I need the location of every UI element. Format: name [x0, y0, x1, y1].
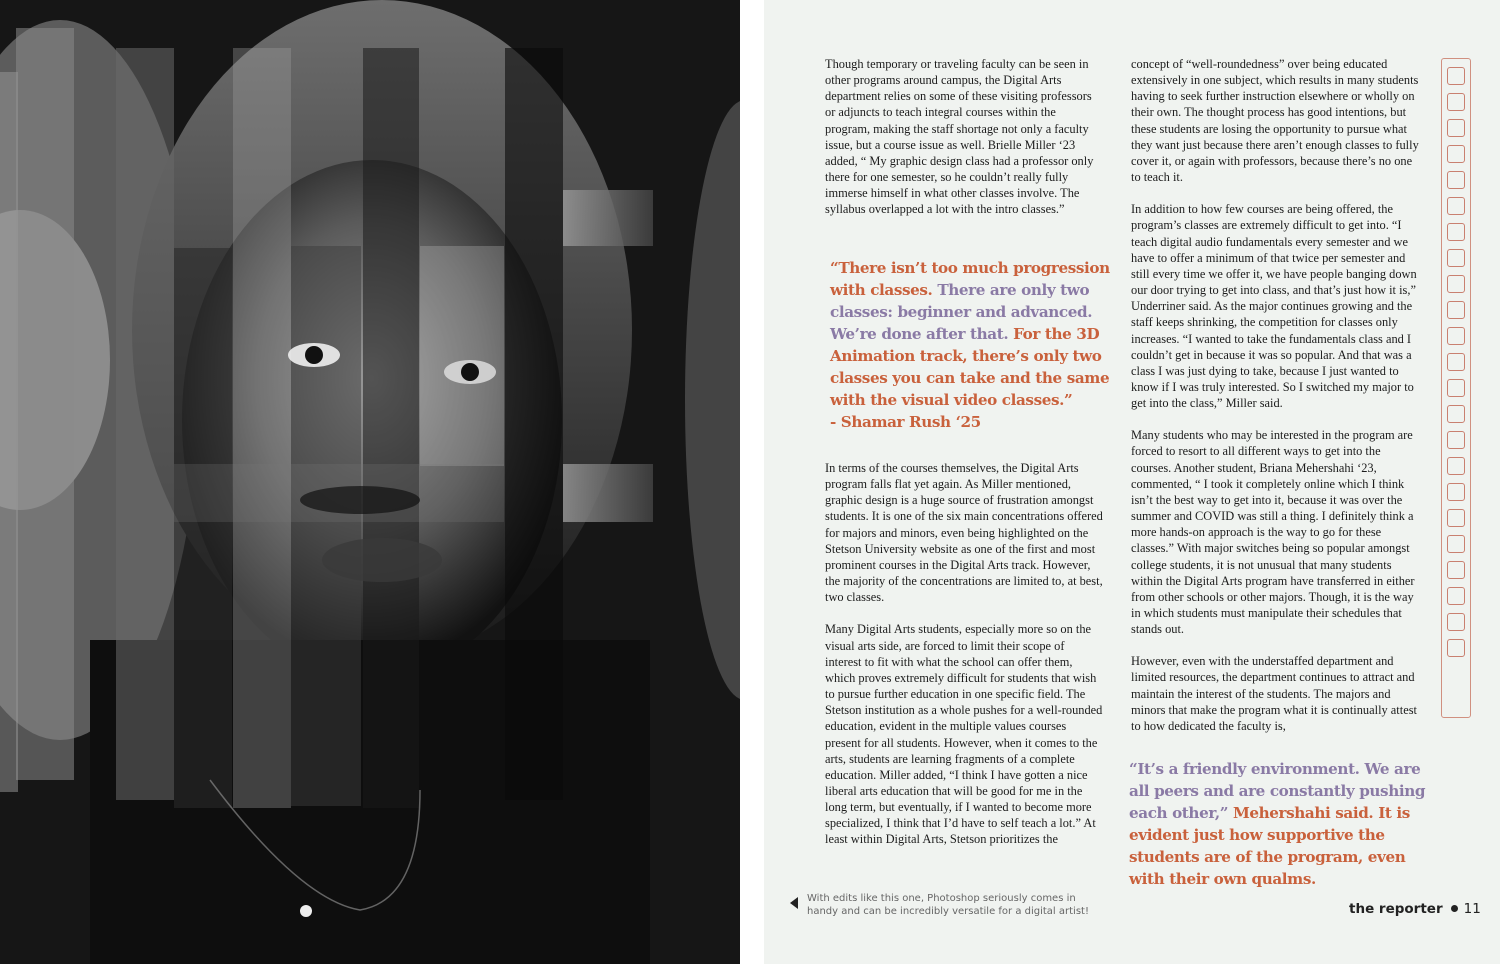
zoom-tool-icon [1447, 561, 1465, 579]
gradient-tool-icon [1447, 353, 1465, 371]
magic-wand-tool-icon [1447, 145, 1465, 163]
blur-tool-icon [1447, 379, 1465, 397]
dodge-tool-icon [1447, 405, 1465, 423]
paragraph-col2-2: In addition to how few courses are being offered, the program’s classes are extremely difficult to get into. “I teach digital audio fundamentals every semester and we have to offer a minimum of that twice per semester and still every time we offer it, we have people banging down our door trying to get into class, and that’s just how it is,” Underriner said. As the major continues growing and the staff keeps shrinking, the competition for classes only increases. “I wanted to take the fundamentals class and I couldn’t get in because it was so popular. And that was a class I was just dying to take, because I just wanted to know if I was truly interested. So I switched my major to get into the class,” Miller said. [1131, 202, 1417, 411]
color-swatch-icon [1447, 587, 1465, 605]
screen-mode-icon [1447, 639, 1465, 657]
lasso-tool-icon [1447, 119, 1465, 137]
paragraph-col2-4: However, even with the understaffed department and limited resources, the department continues to attract and maintain the interest of the students. The majors and minors that make the program what it is continually attest to how dedicated the faculty is, [1131, 654, 1417, 733]
crop-tool-icon [1447, 171, 1465, 189]
pull-quote-2-part-1: “It’s a friendly environment. We are all peers and are constantly pushing each other,” [1129, 760, 1426, 822]
paragraph-col1-3: Many Digital Arts students, especially more so on the visual arts side, are forced to limit their scope of interest to fit with what the school can offer them, which proves extremely difficult for students that wish to pursue further education in one specific field. The Stetson institution as a whole pushes for a well-rounded education, evident in the multiple values courses present for all students. However, when it comes to the arts, students are learning fragments of a complete education. Miller added, “I think I have gotten a nice liberal arts education that will be good for me in the long term, but eventually, if I wanted to become more specialized, I think that I’d have to self teach a lot.” At least within Digital Arts, Stetson prioritizes the [825, 622, 1103, 847]
pull-quote-1-part-3: For the 3D Animation track, there’s only two classes you can take and the same with the visual video classes.” [830, 325, 1110, 409]
eraser-tool-icon [1447, 327, 1465, 345]
caption-pointer-icon [790, 897, 798, 909]
article-column-1 [825, 56, 1103, 234]
photoshop-toolbar-sketch [1441, 58, 1471, 718]
page-folio [1349, 901, 1481, 917]
type-tool-icon [1447, 457, 1465, 475]
eyedropper-tool-icon [1447, 197, 1465, 215]
page-gutter [740, 0, 752, 964]
pull-quote-1-attribution: - Shamar Rush ‘25 [830, 413, 981, 431]
brush-tool-icon [1447, 249, 1465, 267]
article-column-1-lower [825, 460, 1103, 864]
paragraph-col2-3: Many students who may be interested in the program are forced to resort to all different ways to get into the courses. Another student, Briana Mehershahi ‘23, commented, “ I took it completely online which I think isn’t the best way to get into it, because it was over the summer and COVID was still a thing. I definitely think a more hands-on approach is the way to go for these classes.” With major switches being so popular amongst college students, it is not unusual that many students within the Digital Arts program have transferred in either from other schools or other majors. Though, it is the way in which students must manipulate their schedules that stands out. [1131, 428, 1415, 637]
hand-tool-icon [1447, 535, 1465, 553]
paragraph-col1-2: In terms of the courses themselves, the Digital Arts program falls flat yet again. As Miller mentioned, graphic design is a huge source of frustration amongst students. It is one of the six main concentrations offered for majors and minors, even being highlighted on the Stetson University website as one of the first and most prominent courses in the Digital Arts track. However, the majority of the concentrations are limited to, at best, two classes. [825, 461, 1103, 605]
page-number: 11 [1463, 901, 1481, 917]
pull-quote-1-part-2: There are only two classes: beginner and advanced. We’re done after that. [830, 281, 1093, 343]
collage-photo [0, 0, 740, 964]
pull-quote-2 [1129, 758, 1431, 890]
photo-caption: With edits like this one, Photoshop seriously comes in handy and can be incredibly versatile for a digital artist! [807, 893, 1089, 917]
history-brush-tool-icon [1447, 301, 1465, 319]
stamp-tool-icon [1447, 275, 1465, 293]
paragraph-col1-1: Though temporary or traveling faculty can be seen in other programs around campus, the Digital Arts department relies on some of these visiting professors or adjuncts to teach integral courses within the program, making the staff shortage not only a faculty issue, but a course issue as well. Brielle Miller ‘23 added, “ My graphic design class had a professor only there for one semester, so he couldn’t really fully immerse himself in what other classes involve. The syllabus overlapped a lot with the intro classes.” [825, 57, 1094, 217]
pull-quote-1-part-1: “There isn’t too much progression with classes. [830, 259, 1110, 299]
path-selection-tool-icon [1447, 483, 1465, 501]
paragraph-col2-1: concept of “well-roundedness” over being educated extensively in one subject, which results in many students having to seek further instruction elsewhere or wholly on their own. The thought process has good intentions, but these students are losing the opportunity to pursue what they want just because there aren’t enough classes to fully cover it, or again with professors, because there’s no one to teach it. [1131, 57, 1419, 185]
shape-tool-icon [1447, 509, 1465, 527]
article-column-2 [1131, 56, 1421, 750]
publication-name: the reporter [1349, 901, 1443, 917]
pull-quote-1 [830, 257, 1110, 433]
marquee-tool-icon [1447, 93, 1465, 111]
quick-mask-icon [1447, 613, 1465, 631]
pull-quote-2-part-2: Mehershahi said. It is evident just how supportive the students are of the program, even with their own qualms. [1129, 804, 1410, 888]
healing-tool-icon [1447, 223, 1465, 241]
folio-bullet-icon [1451, 905, 1458, 912]
collage-photo-art [0, 0, 740, 964]
pen-tool-icon [1447, 431, 1465, 449]
move-tool-icon [1447, 67, 1465, 85]
